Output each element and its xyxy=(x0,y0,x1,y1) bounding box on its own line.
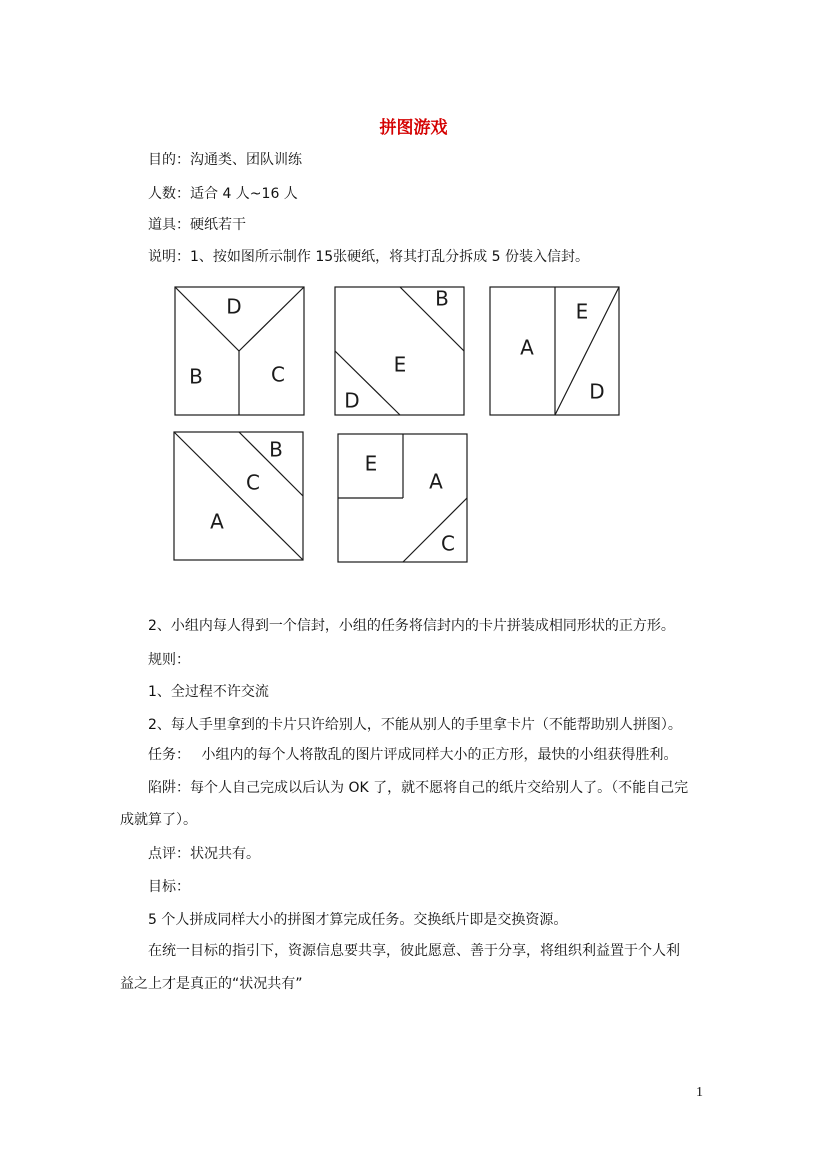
piece-label: A xyxy=(429,469,443,494)
piece-label: E xyxy=(364,451,378,476)
piece-label: E xyxy=(575,299,589,324)
trap-line-1: 陷阱：每个人自己完成以后认为 OK 了，就不愿将自己的纸片交给别人了。（不能自己完 xyxy=(148,780,689,796)
goal-heading: 目标： xyxy=(148,879,190,895)
description-line: 说明：1、按如图所示制作 15张硬纸，将其打乱分拆成 5 份装入信封。 xyxy=(148,249,589,265)
piece-label: E xyxy=(393,352,407,377)
piece-label: D xyxy=(344,388,360,413)
puzzle-square-3 xyxy=(490,287,619,415)
piece-label: C xyxy=(271,362,285,387)
goal1-line: 5 个人拼成同样大小的拼图才算完成任务。交换纸片即是交换资源。 xyxy=(148,912,568,928)
piece-label: D xyxy=(226,294,242,319)
page-title: 拼图游戏 xyxy=(379,118,448,138)
piece-label: B xyxy=(269,437,283,462)
rule2-line: 2、每人手里拿到的卡片只许给别人，不能从别人的手里拿卡片（不能帮助别人拼图）。 xyxy=(148,717,682,733)
puzzle-square-1 xyxy=(175,287,304,415)
task-line: 任务： 小组内的每个人将散乱的图片评成同样大小的正方形，最快的小组获得胜利。 xyxy=(148,747,678,763)
puzzle-square-4 xyxy=(174,432,303,560)
rule1-line: 1、全过程不许交流 xyxy=(148,684,269,700)
purpose-line: 目的：沟通类、团队训练 xyxy=(148,152,302,168)
piece-label: B xyxy=(435,286,449,311)
piece-label: C xyxy=(441,531,455,556)
piece-label: C xyxy=(246,470,260,495)
step2-line: 2、小组内每人得到一个信封，小组的任务将信封内的卡片拼装成相同形状的正方形。 xyxy=(148,618,675,634)
piece-label: B xyxy=(189,364,203,389)
piece-label: A xyxy=(210,509,224,534)
props-line: 道具：硬纸若干 xyxy=(148,217,246,233)
puzzle-square-5 xyxy=(338,434,467,562)
goal2-line-2: 益之上才是真正的“状况共有” xyxy=(120,976,303,992)
people-line: 人数：适合 4 人~16 人 xyxy=(148,186,298,202)
goal2-line-1: 在统一目标的指引下，资源信息要共享，彼此愿意、善于分享，将组织利益置于个人利 xyxy=(148,943,680,959)
puzzle-square-2 xyxy=(335,287,464,416)
piece-label: A xyxy=(520,335,534,360)
piece-label: D xyxy=(589,379,605,404)
comment-line: 点评：状况共有。 xyxy=(148,846,260,862)
rules-heading: 规则： xyxy=(148,652,190,668)
trap-line-2: 成就算了）。 xyxy=(120,812,197,828)
page-number: 1 xyxy=(696,1085,703,1100)
